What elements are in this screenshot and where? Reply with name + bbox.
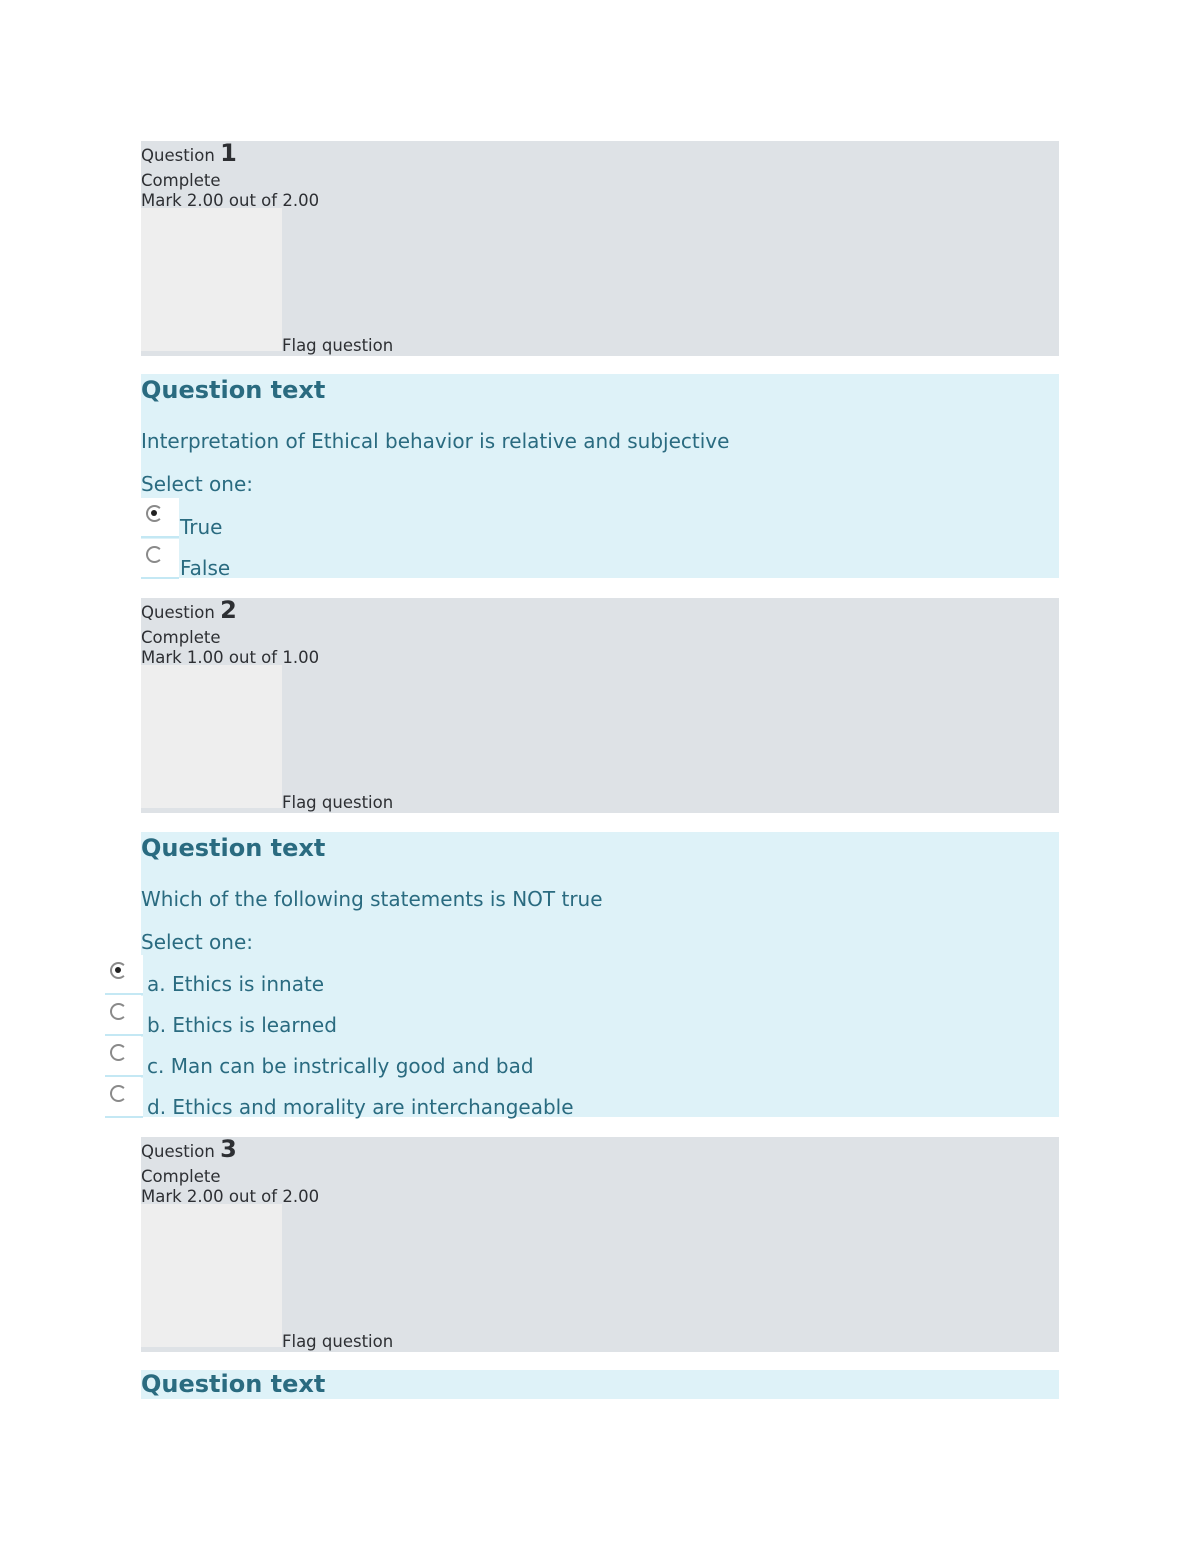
radio-button[interactable] <box>105 1078 143 1118</box>
radio-button[interactable] <box>141 498 179 538</box>
radio-button[interactable] <box>105 1037 143 1077</box>
question-text-heading: Question text <box>141 1370 326 1398</box>
flag-question-link[interactable]: Flag question <box>282 1332 394 1351</box>
info-spacer <box>141 208 282 351</box>
answer-label[interactable]: True <box>180 515 223 539</box>
radio-unchecked-icon <box>110 1044 127 1061</box>
question-state: Complete <box>141 628 221 647</box>
radio-button[interactable] <box>105 996 143 1036</box>
question-1-content <box>141 374 1059 578</box>
question-number: Question 2 <box>141 596 237 624</box>
radio-button[interactable] <box>105 955 143 995</box>
radio-checked-icon <box>146 505 163 522</box>
question-grade: Mark 2.00 out of 2.00 <box>141 1187 320 1206</box>
question-3-info <box>141 1137 1059 1352</box>
question-text-heading: Question text <box>141 376 326 404</box>
answer-label[interactable]: c. Man can be instrically good and bad <box>147 1054 534 1078</box>
radio-unchecked-icon <box>110 1085 127 1102</box>
answer-label[interactable]: a. Ethics is innate <box>147 972 325 996</box>
radio-unchecked-icon <box>110 1003 127 1020</box>
question-text-heading: Question text <box>141 834 326 862</box>
question-grade: Mark 2.00 out of 2.00 <box>141 191 320 210</box>
answer-label[interactable]: False <box>180 556 231 580</box>
question-state: Complete <box>141 1167 221 1186</box>
question-number: Question 3 <box>141 1135 237 1163</box>
question-3-content <box>141 1370 1059 1399</box>
question-number: Question 1 <box>141 139 237 167</box>
answer-label[interactable]: d. Ethics and morality are interchangeable <box>147 1095 574 1119</box>
select-one-prompt: Select one: <box>141 472 254 496</box>
info-spacer <box>141 1204 282 1347</box>
radio-unchecked-icon <box>146 546 163 563</box>
question-text: Interpretation of Ethical behavior is relative and subjective <box>141 429 730 453</box>
flag-question-link[interactable]: Flag question <box>282 336 394 355</box>
select-one-prompt: Select one: <box>141 930 254 954</box>
question-state: Complete <box>141 171 221 190</box>
question-1-info <box>141 141 1059 356</box>
radio-button[interactable] <box>141 539 179 579</box>
radio-checked-icon <box>110 962 127 979</box>
info-spacer <box>141 665 282 808</box>
question-grade: Mark 1.00 out of 1.00 <box>141 648 320 667</box>
question-2-info <box>141 598 1059 813</box>
answer-label[interactable]: b. Ethics is learned <box>147 1013 337 1037</box>
flag-question-link[interactable]: Flag question <box>282 793 394 812</box>
question-text: Which of the following statements is NOT true <box>141 887 603 911</box>
